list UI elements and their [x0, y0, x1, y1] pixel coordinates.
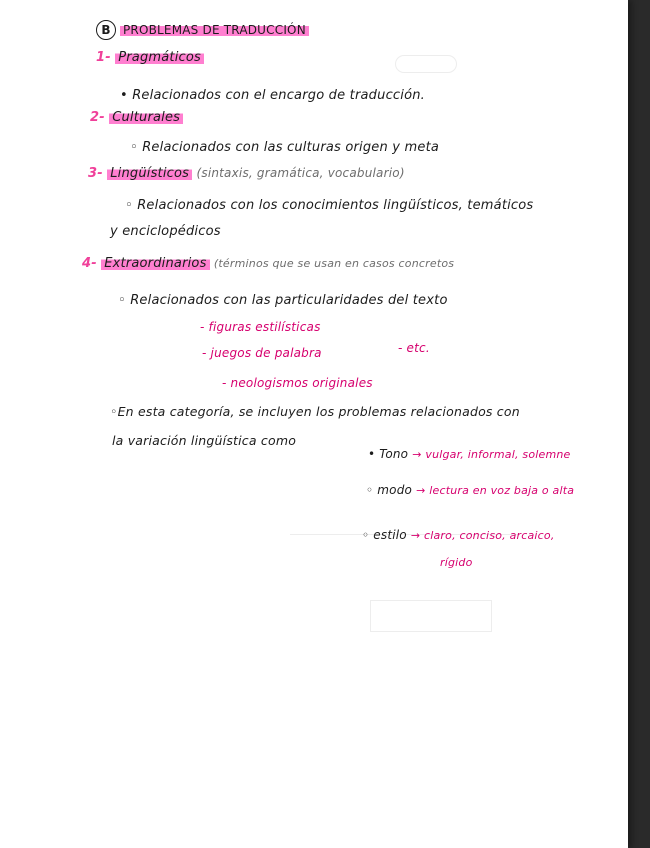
- variation-label: ◦ estilo: [362, 528, 407, 542]
- category-name: Culturales: [109, 110, 183, 125]
- section-title: PROBLEMAS DE TRADUCCIÓN: [120, 23, 309, 37]
- category-description: ◦ Relacionados con las culturas origen y meta: [130, 140, 440, 155]
- bleed-through: [395, 55, 457, 73]
- category-name: Extraordinarios: [101, 256, 209, 271]
- variation-label: • Tono: [368, 447, 409, 461]
- sublist-etc: - etc.: [398, 341, 430, 355]
- category-parenthetical: (términos que se usan en casos concretos: [213, 257, 455, 270]
- note-line: ◦En esta categoría, se incluyen los problemas relacionados con: [110, 404, 520, 419]
- category-description: ◦ Relacionados con los conocimientos lingüísticos, temáticos: [125, 198, 534, 213]
- variation-value: → claro, conciso, arcaico,: [410, 529, 555, 542]
- category-heading: [90, 110, 183, 125]
- category-description: ◦ Relacionados con las particularidades del texto: [118, 293, 448, 308]
- category-number: 3-: [88, 166, 103, 181]
- sublist-item: - figuras estilísticas: [200, 320, 321, 334]
- variation-row: [368, 447, 571, 461]
- section-marker: B: [96, 20, 116, 40]
- category-number: 4-: [82, 256, 97, 271]
- variation-value-cont: rígido: [440, 556, 473, 569]
- section-header: [96, 20, 309, 40]
- category-name: Pragmáticos: [115, 50, 204, 65]
- bleed-through: [370, 600, 492, 632]
- variation-value: → vulgar, informal, solemne: [412, 448, 571, 461]
- category-parenthetical: (sintaxis, gramática, vocabulario): [196, 166, 405, 180]
- category-number: 1-: [96, 50, 111, 65]
- category-name: Lingüísticos: [107, 166, 192, 181]
- category-description-cont: y enciclopédicos: [110, 224, 221, 239]
- variation-value: → lectura en voz baja o alta: [416, 484, 575, 497]
- category-heading: [82, 256, 454, 271]
- sublist-item: - neologismos originales: [222, 376, 373, 390]
- category-description: • Relacionados con el encargo de traducción.: [120, 88, 426, 103]
- variation-row: [366, 483, 574, 497]
- note-line: la variación lingüística como: [112, 433, 297, 448]
- category-heading: [96, 50, 204, 65]
- category-number: 2-: [90, 110, 105, 125]
- category-heading: [88, 166, 405, 181]
- variation-row: [362, 528, 555, 542]
- sublist-item: - juegos de palabra: [202, 346, 322, 360]
- variation-label: ◦ modo: [366, 483, 413, 497]
